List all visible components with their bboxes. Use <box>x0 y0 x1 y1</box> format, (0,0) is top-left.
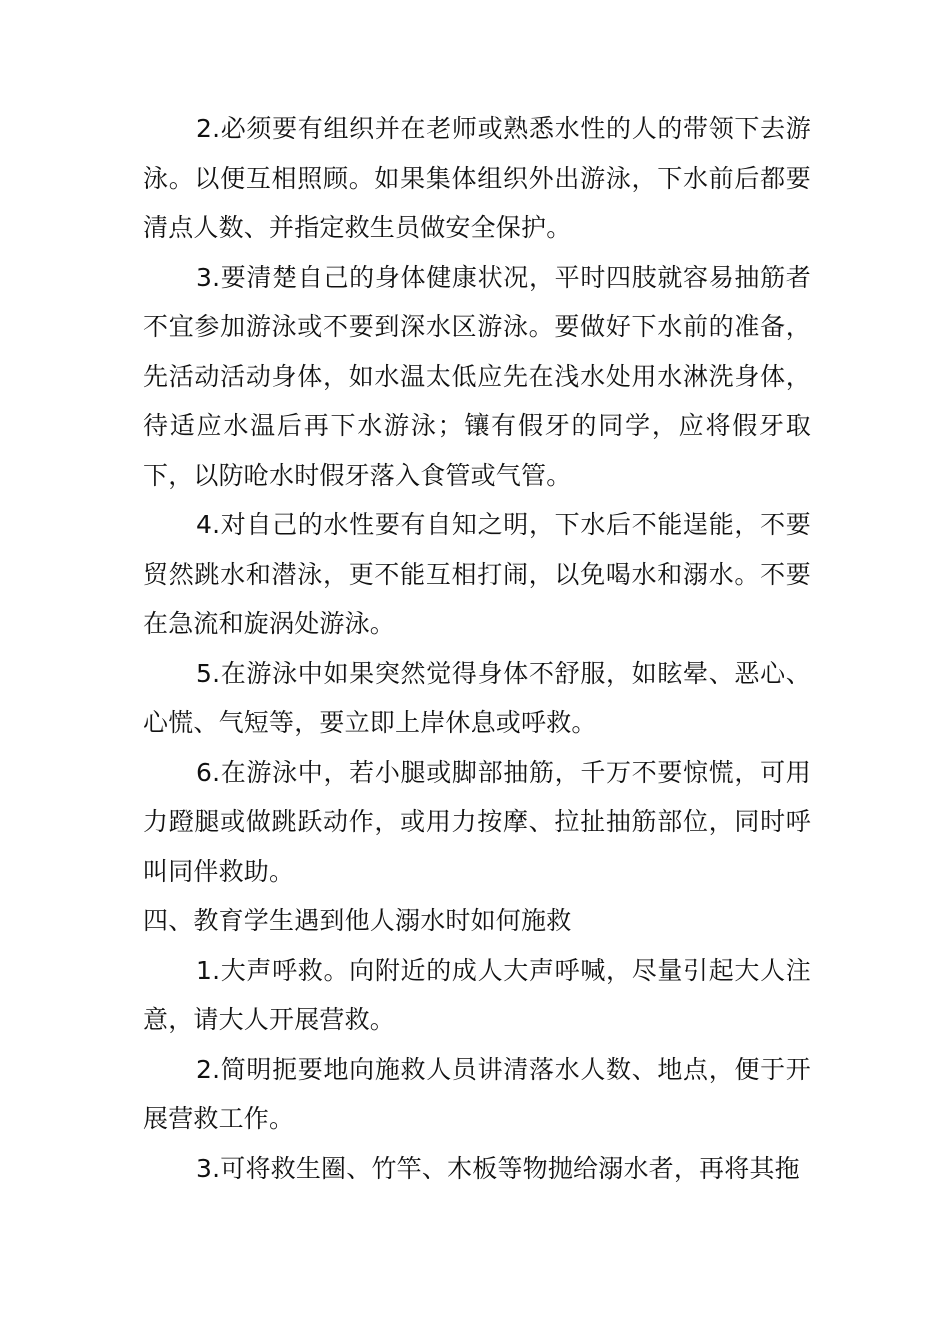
section-heading-four: 四、教育学生遇到他人溺水时如何施救 <box>143 906 572 935</box>
document-body <box>143 104 811 1193</box>
paragraph-item-4: 4.对自己的水性要有自知之明，下水后不能逞能，不要贸然跳水和潜泳，更不能互相打闹，以免喝水和溺水。不要在急流和旋涡处游泳。 <box>143 510 811 638</box>
rescue-item-3: 3.可将救生圈、竹竿、木板等物抛给溺水者，再将其拖 <box>196 1153 800 1183</box>
rescue-item-2: 2.简明扼要地向施救人员讲清落水人数、地点，便于开展营救工作。 <box>143 1054 811 1133</box>
paragraph-item-2: 2.必须要有组织并在老师或熟悉水性的人的带领下去游泳。以便互相照顾。如果集体组织外出游泳，下水前后都要清点人数、并指定救生员做安全保护。 <box>143 114 811 242</box>
rescue-item-1: 1.大声呼救。向附近的成人大声呼喊，尽量引起大人注意，请大人开展营救。 <box>143 955 811 1034</box>
paragraph-item-5: 5.在游泳中如果突然觉得身体不舒服，如眩晕、恶心、心慌、气短等，要立即上岸休息或呼救。 <box>143 658 811 737</box>
paragraph-item-6: 6.在游泳中，若小腿或脚部抽筋，千万不要惊慌，可用力蹬腿或做跳跃动作，或用力按摩、拉扯抽筋部位，同时呼叫同伴救助。 <box>143 757 811 886</box>
paragraph-item-3: 3.要清楚自己的身体健康状况，平时四肢就容易抽筋者不宜参加游泳或不要到深水区游泳。要做好下水前的准备，先活动活动身体，如水温太低应先在浅水处用水淋洗身体，待适应水温后再下水游泳；镶有假牙的同学，应将假牙取下，以防呛水时假牙落入食管或气管。 <box>143 262 811 490</box>
